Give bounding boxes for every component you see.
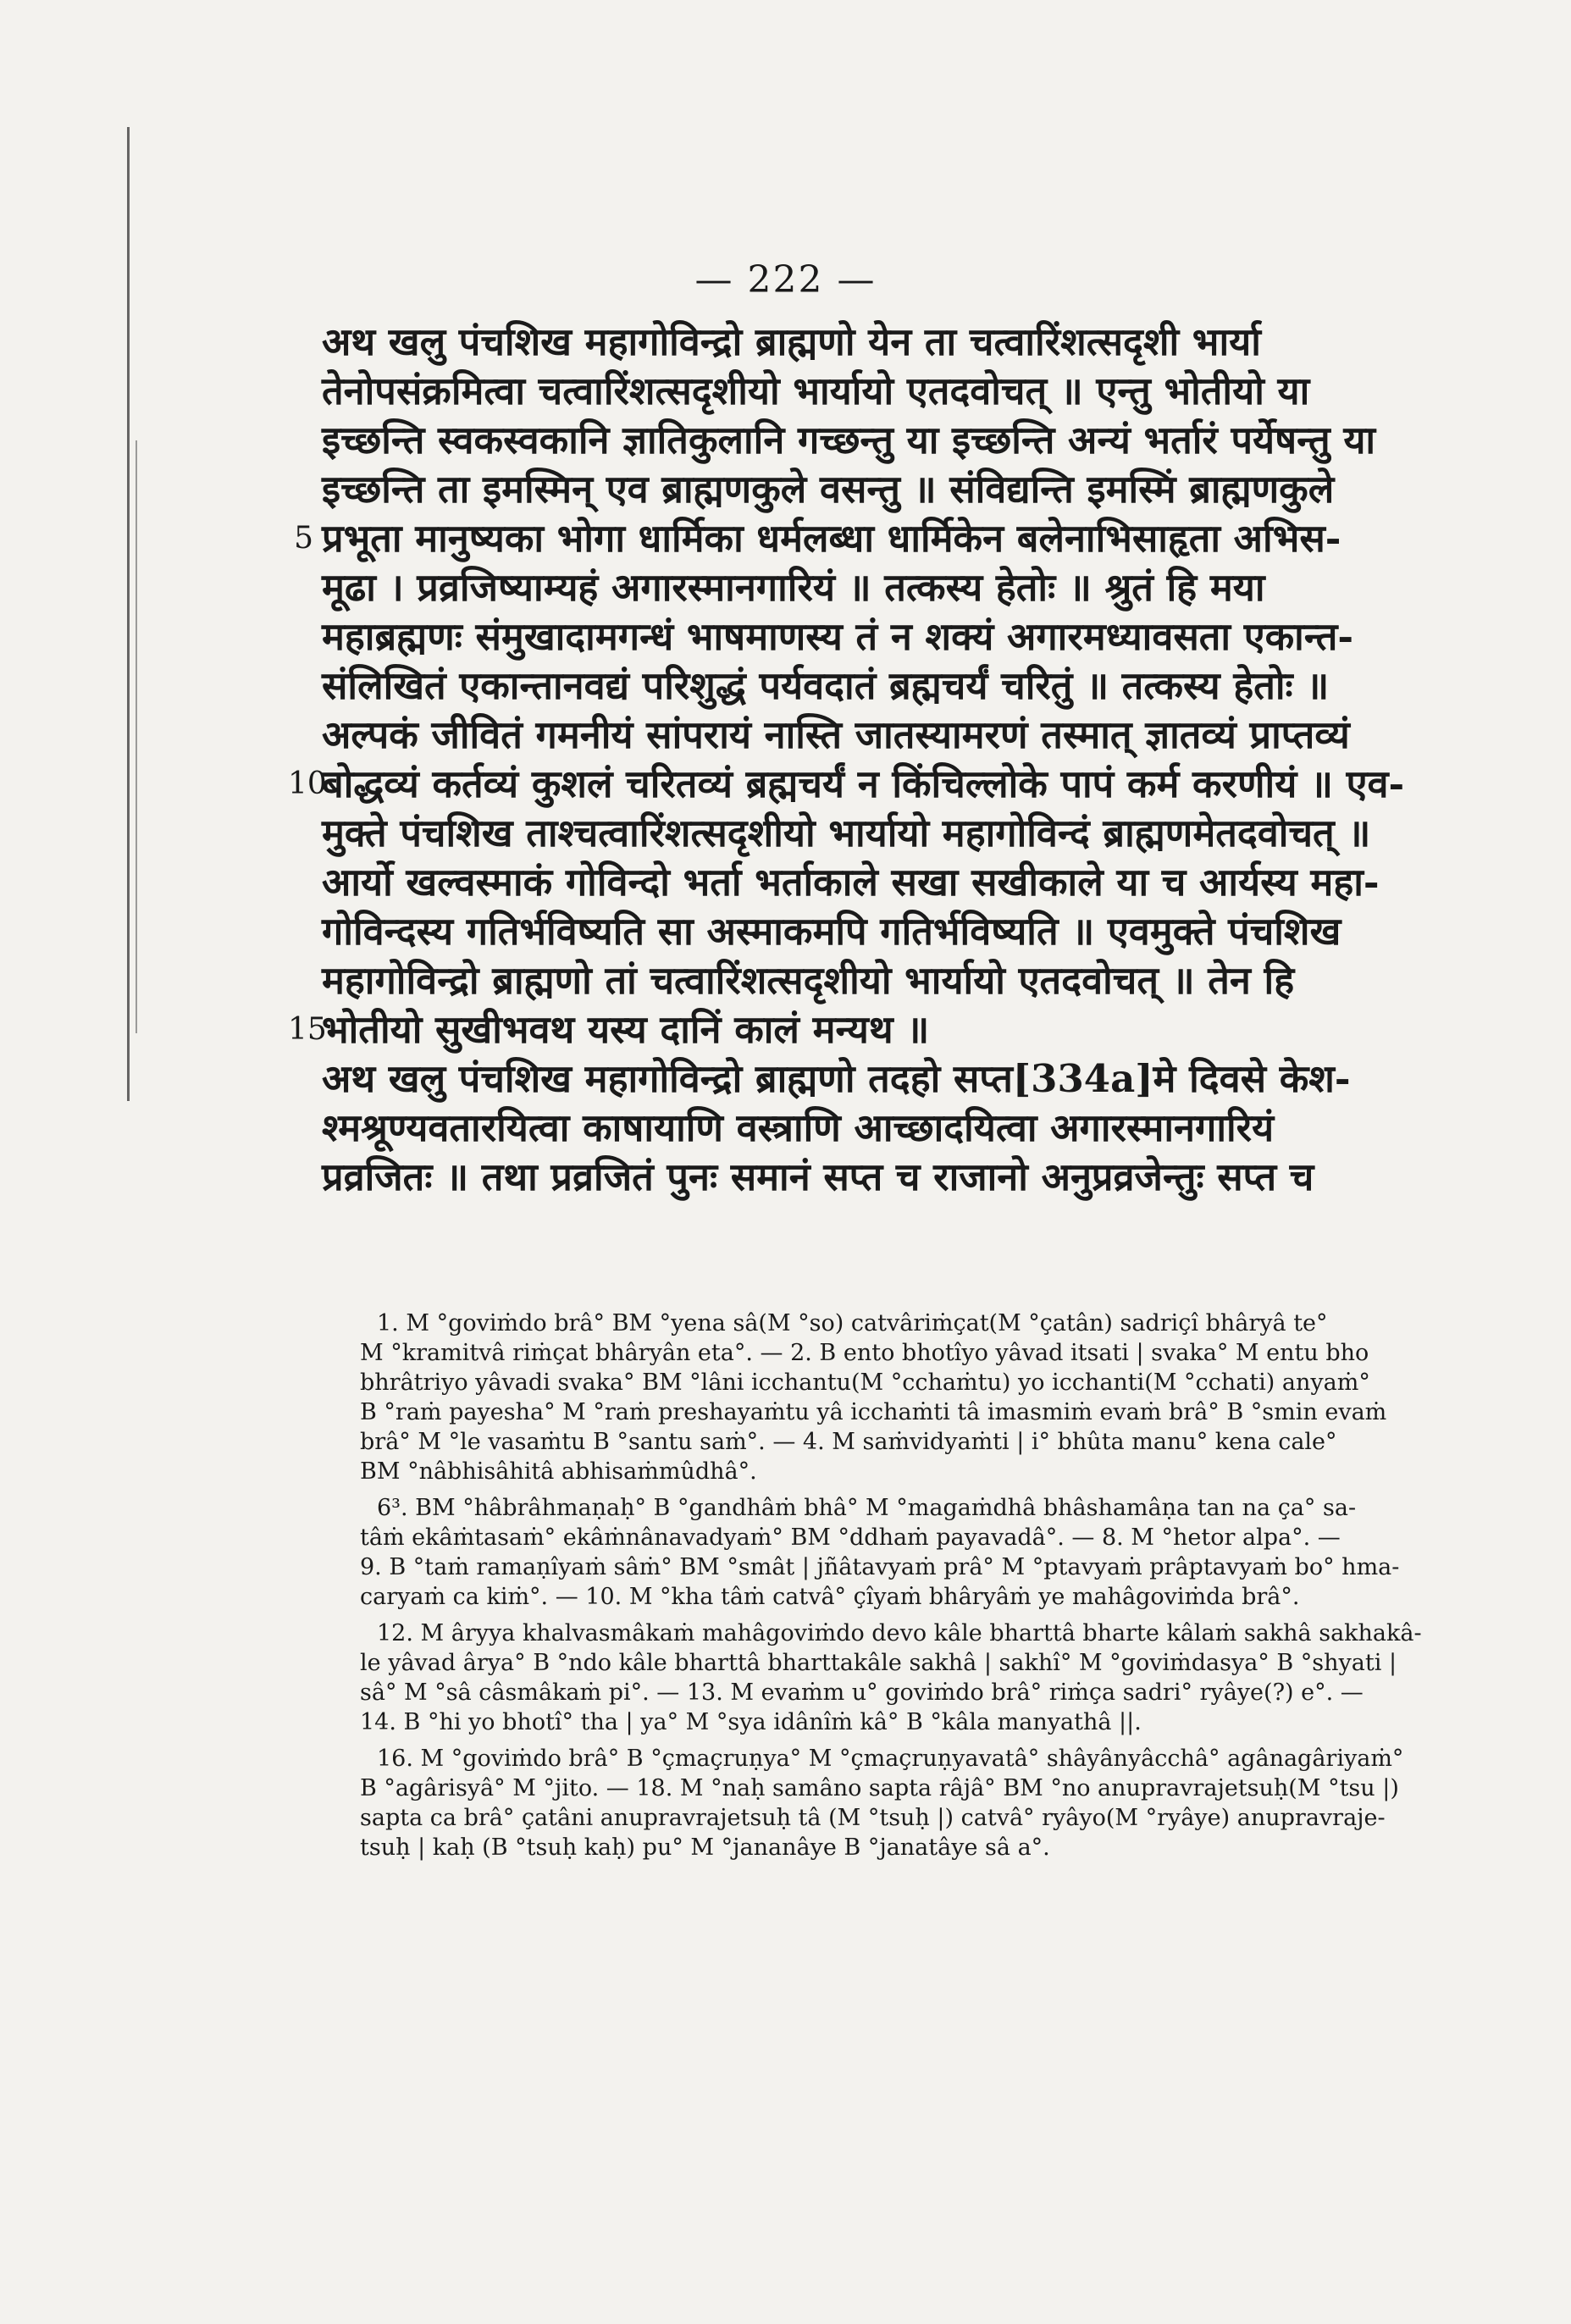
main-text-line	[322, 809, 1491, 858]
line-number: 15	[288, 1012, 327, 1047]
footnote-line: 6³. BM °hâbrâhmaṇaḥ° B °gandhâṁ bhâ° M °magaṁdhâ bhâshamâṇa tan na ça° sa-	[377, 1495, 1357, 1521]
footnote-line: B °agârisyâ° M °jito. — 18. M °naḥ samâno sapta râjâ° BM °no anupravrajetsuḥ(M °tsu |)	[360, 1775, 1399, 1801]
main-text-content: आर्यो खल्वस्माकं गोविन्दो भर्ता भर्ताकाले सखा सखीकाले या च आर्यस्य महा-	[322, 860, 1380, 905]
footnote-line: brâ° M °le vasaṁtu B °santu saṁ°. — 4. M saṁvidyaṁti | i° bhûta manu° kena cale°	[360, 1429, 1337, 1455]
footnote-paragraph	[360, 1744, 1448, 1862]
main-text-content: श्मश्रूण्यवतारयित्वा काषायाणि वस्त्राणि आच्छादयित्वा अगारस्मानगारियं	[322, 1105, 1275, 1150]
main-text-content: अथ खलु पंचशिख महागोविन्द्रो ब्राह्मणो तदहो सप्त[334a]मे दिवसे केश-	[322, 1056, 1351, 1101]
footnote-line: sapta ca brâ° çatâni anupravrajetsuḥ tâ (M °tsuḥ |) catvâ° ryâyo(M °ryâye) anupravraje-	[360, 1805, 1386, 1831]
footnote-line: tâṁ ekâṁtasaṁ° ekâṁnânavadyaṁ° BM °ddhaṁ payavadâ°. — 8. M °hetor alpa°. —	[360, 1524, 1341, 1551]
footnote-line: le yâvad ârya° B °ndo kâle bharttâ bharttakâle sakhâ | sakhî° M °goviṁdasya° B °shyati |	[360, 1650, 1397, 1676]
main-text-content: बोद्धव्यं कर्तव्यं कुशलं चरितव्यं ब्रह्मचर्यं न किंचिल्लोके पापं कर्म करणीयं ॥ एव-	[322, 761, 1405, 806]
main-text-line	[322, 1104, 1491, 1153]
main-text-line	[322, 318, 1491, 367]
main-text-line	[322, 858, 1491, 907]
main-text-line	[322, 612, 1491, 661]
main-text-line	[294, 514, 1491, 563]
footnote-line: 1. M °goviṁdo brâ° BM °yena sâ(M °so) catvâriṁçat(M °çatân) sadriçî bhâryâ te°	[377, 1310, 1328, 1336]
main-text-content: भोतीयो सुखीभवथ यस्य दानिं कालं मन्यथ ॥	[322, 1007, 930, 1052]
footnote-line: M °kramitvâ riṁçat bhâryân eta°. — 2. B ento bhotîyo yâvad itsati | svaka° M entu bho	[360, 1340, 1369, 1366]
footnote-line: caryaṁ ca kiṁ°. — 10. M °kha tâṁ catvâ° çîyaṁ bhâryâṁ ye mahâgoviṁda brâ°.	[360, 1584, 1300, 1610]
main-text-line	[322, 907, 1491, 956]
footnote-line: tsuḥ | kaḥ (B °tsuḥ kaḥ) pu° M °jananâye B °janatâye sâ a°.	[360, 1834, 1050, 1861]
main-text-content: प्रभूता मानुष्यका भोगा धार्मिका धर्मलब्धा धार्मिकेन बलेनाभिसाहृता अभिस-	[322, 516, 1341, 561]
main-text-content: मुक्ते पंचशिख ताश्चत्वारिंशत्सदृशीयो भार्यायो महागोविन्दं ब्राह्मणमेतदवोचत् ॥	[322, 811, 1371, 855]
main-text-line	[322, 465, 1491, 514]
page-number: — 222 —	[694, 258, 877, 302]
binding-edge-inner	[136, 440, 137, 1033]
footnote-line: 14. B °hi yo bhotî° tha | ya° M °sya idânîṁ kâ° B °kâla manyathâ ||.	[360, 1709, 1142, 1735]
main-text-content: इच्छन्ति स्वकस्वकानि ज्ञातिकुलानि गच्छन्तु या इच्छन्ति अन्यं भर्तारं पर्येषन्तु या	[322, 418, 1376, 462]
main-text-line	[288, 760, 1491, 809]
main-text-line	[322, 661, 1491, 711]
main-text-line	[322, 1054, 1491, 1104]
main-text-content: अल्पकं जीवितं गमनीयं सांपरायं नास्ति जातस्यामरणं तस्मात् ज्ञातव्यं प्राप्तव्यं	[322, 712, 1350, 757]
line-number: 10	[288, 766, 327, 801]
main-text-content: प्रव्रजितः ॥ तथा प्रव्रजितं पुनः समानं सप्त च राजानो अनुप्रव्रजेन्तुः सप्त च	[322, 1154, 1314, 1199]
footnote-paragraph	[360, 1493, 1448, 1612]
footnote-line: 9. B °taṁ ramaṇîyaṁ sâṁ° BM °smât | jñâtavyaṁ prâ° M °ptavyaṁ prâptavyaṁ bo° hma-	[360, 1554, 1400, 1580]
footnotes-block	[360, 1309, 1448, 1869]
main-text-content: महागोविन्द्रो ब्राह्मणो तां चत्वारिंशत्सदृशीयो भार्यायो एतदवोचत् ॥ तेन हि	[322, 958, 1295, 1003]
footnote-line: BM °nâbhisâhitâ abhisaṁmûdhâ°.	[360, 1458, 757, 1485]
main-text-line	[322, 956, 1491, 1005]
main-text-block	[288, 318, 1491, 1202]
footnote-line: 16. M °goviṁdo brâ° B °çmaçruṇya° M °çmaçruṇyavatâ° shâyânyâcchâ° agânagâriyaṁ°	[377, 1746, 1404, 1772]
line-number: 5	[294, 521, 313, 556]
main-text-content: इच्छन्ति ता इमस्मिन् एव ब्राह्मणकुले वसन्तु ॥ संविद्यन्ति इमस्मिं ब्राह्मणकुले	[322, 467, 1335, 512]
main-text-content: तेनोपसंक्रमित्वा चत्वारिंशत्सदृशीयो भार्यायो एतदवोचत् ॥ एन्तु भोतीयो या	[322, 368, 1310, 413]
footnote-line: B °raṁ payesha° M °raṁ preshayaṁtu yâ icchaṁti tâ imasmiṁ evaṁ brâ° B °smin evaṁ	[360, 1399, 1387, 1425]
main-text-line	[322, 1153, 1491, 1202]
footnote-line: bhrâtriyo yâvadi svaka° BM °lâni icchantu(M °cchaṁtu) yo icchanti(M °cchati) anyaṁ°	[360, 1370, 1370, 1396]
main-text-content: महाब्रह्मणः संमुखादामगन्धं भाषमाणस्य तं न शक्यं अगारमध्यावसता एकान्त-	[322, 614, 1354, 659]
main-text-content: अथ खलु पंचशिख महागोविन्द्रो ब्राह्मणो येन ता चत्वारिंशत्सदृशी भार्या	[322, 319, 1261, 364]
main-text-content: मूढा । प्रव्रजिष्याम्यहं अगारस्मानगारियं ॥ तत्कस्य हेतोः ॥ श्रुतं हि मया	[322, 565, 1265, 610]
footnote-line: 12. M âryya khalvasmâkaṁ mahâgoviṁdo devo kâle bharttâ bharte kâlaṁ sakhâ sakhakâ-	[377, 1620, 1422, 1646]
main-text-line	[322, 416, 1491, 465]
footnote-paragraph	[360, 1309, 1448, 1486]
main-text-line	[322, 367, 1491, 416]
main-text-content: गोविन्दस्य गतिर्भविष्यति सा अस्माकमपि गतिर्भविष्यति ॥ एवमुक्ते पंचशिख	[322, 909, 1341, 954]
main-text-content: संलिखितं एकान्तानवद्यं परिशुद्धं पर्यवदातं ब्रह्मचर्यं चरितुं ॥ तत्कस्य हेतोः ॥	[322, 663, 1330, 708]
footnote-paragraph	[360, 1618, 1448, 1737]
main-text-line	[288, 1005, 1491, 1054]
main-text-line	[322, 563, 1491, 612]
main-text-line	[322, 711, 1491, 760]
footnote-line: sâ° M °sâ câsmâkaṁ pi°. — 13. M evaṁm u° goviṁdo brâ° riṁça sadri° ryâye(?) e°. —	[360, 1679, 1364, 1706]
